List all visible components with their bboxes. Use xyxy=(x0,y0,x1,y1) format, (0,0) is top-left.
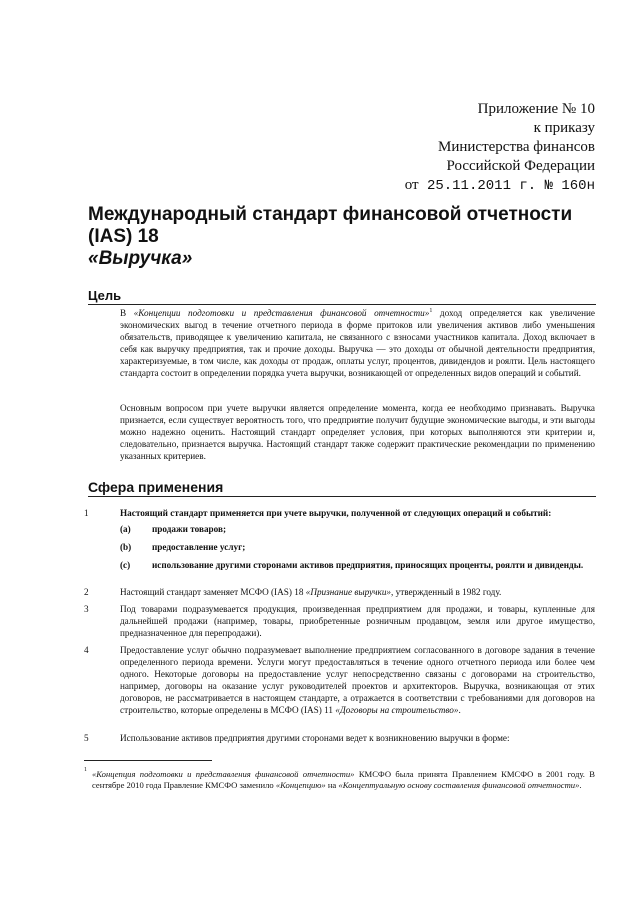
paragraph-number: 2 xyxy=(84,587,89,597)
list-item-letter: (b) xyxy=(120,542,132,552)
appendix-date-line xyxy=(405,176,595,196)
standard-reference: «Договоры на строительство» xyxy=(335,705,459,715)
appendix-order: к приказу xyxy=(533,120,595,136)
para2-end: , утвержденный в 1982 году. xyxy=(391,587,502,597)
scope-paragraph-1 xyxy=(84,507,595,571)
scope-paragraph-2 xyxy=(84,586,595,598)
goal-p1-rest: доход определяется как увеличение экономических выгод в течение отчетного периода в форме притоков или увеличения активов либо уменьшения обязательств, приводящее к увеличению капитала, не связанного с взносами участников капитала. Доход включает в себя как выручку предприятия, так и прочие доходы. Выручка — это доходы от обычной деятельности предприятия, характеризуемые, в том числе, как доходы от продаж, оплаты услуг, процентов, дивидендов и роялти. Цель настоящего стандарта состоит в определении порядка учета выручки, возникающей от определенных видов операций и событий. xyxy=(120,308,595,378)
goal-p1-start: В xyxy=(120,308,134,318)
list-item xyxy=(120,541,595,553)
appendix-date: 25.11.2011 г. xyxy=(426,178,537,194)
footnote-mark: 1 xyxy=(84,767,87,773)
paragraph-text: Использование активов предприятия другими сторонами ведет к возникновению выручки в форме: xyxy=(120,733,510,743)
footnote-framework-title: «Концептуальную основу составления финансовой отчетности» xyxy=(338,780,580,790)
appendix-block xyxy=(405,100,595,196)
paragraph-text: Настоящий стандарт применяется при учете выручки, полученной от следующих операций и событий: xyxy=(120,508,552,518)
footnote-reference: 1 xyxy=(429,307,433,314)
list-item-text: использование другими сторонами активов предприятия, приносящих проценты, роялти и дивиденды. xyxy=(152,560,584,570)
concept-reference: «Концепции подготовки и представления финансовой отчетности» xyxy=(133,308,430,318)
para4-start: Предоставление услуг обычно подразумевает выполнение предприятием согласованного в договоре задания в течение определенного периода времени. Услуги могут предоставляться в течение одного отчетного периода или более чем одного. Некоторые договоры на предоставление услуг непосредственно связаны с договорами на строительство, например, договоры на оказание услуг руководителей проектов и архитекторов. Выручка, возникающая от этих договоров, не рассматривается в настоящем стандарте, а отражается в соответствии с требованиями для договоров на строительство, которые определены в МСФО (IAS) 11 xyxy=(120,645,595,715)
title-subtitle: «Выручка» xyxy=(88,248,193,269)
scope-paragraph-3 xyxy=(84,603,595,639)
list-item xyxy=(120,523,595,535)
para4-end: . xyxy=(458,705,461,715)
list-item xyxy=(120,559,595,571)
appendix-country: Российской Федерации xyxy=(446,158,595,174)
footnote-concept-title: «Концепция подготовки и представления финансовой отчетности» xyxy=(92,769,355,779)
footnote-text xyxy=(92,769,595,791)
document-title xyxy=(88,204,608,270)
list-item-text: продажи товаров; xyxy=(152,524,227,534)
list-item-letter: (c) xyxy=(120,560,131,570)
goal-paragraph-2: Основным вопросом при учете выручки является определение момента, когда ее необходимо признавать. Выручка признается, если существует вероятность того, что предприятие получит будущие экономические выгоды, и эти выгоды можно надежно оценить. Настоящий стандарт определяет условия, при которых выполняются эти критерии и, следовательно, признается выручка. Настоящий стандарт также содержит практические рекомендации по применению указанных критериев. xyxy=(120,403,595,461)
standard-reference: «Признание выручки» xyxy=(305,587,392,597)
paragraph-text xyxy=(120,644,595,716)
goal-paragraph-1 xyxy=(120,307,595,379)
paragraph-number: 3 xyxy=(84,604,89,614)
paragraph-number: 4 xyxy=(84,645,89,655)
footnote-text-part3: . xyxy=(579,780,582,790)
paragraph-text xyxy=(120,586,595,598)
para2-start: Настоящий стандарт заменяет МСФО (IAS) 18 xyxy=(120,587,306,597)
footnote xyxy=(84,769,595,791)
title-main: Международный стандарт финансовой отчетности (IAS) 18 xyxy=(88,204,573,247)
paragraph-text: Под товарами подразумевается продукция, произведенная предприятием для продажи, и товары, купленные для дальнейшей продажи (например, товары, приобретенные розничным продавцом, земля или другое имущество, предназначенное для перепродажи). xyxy=(120,604,595,638)
scope-paragraph-5 xyxy=(84,732,595,744)
footnote-divider xyxy=(84,760,212,761)
appendix-number: Приложение № 10 xyxy=(477,101,595,117)
section-heading-scope: Сфера применения xyxy=(88,479,596,497)
paragraph-number: 5 xyxy=(84,733,89,743)
footnote-concept-short: «Концепцию» xyxy=(275,780,326,790)
list-item-letter: (a) xyxy=(120,524,131,534)
scope-paragraph-4 xyxy=(84,644,595,716)
appendix-date-prefix: от xyxy=(404,177,419,193)
paragraph-number: 1 xyxy=(84,508,89,518)
section-heading-goal: Цель xyxy=(88,288,596,305)
appendix-order-number: № 160н xyxy=(544,178,595,194)
list-item-text: предоставление услуг; xyxy=(152,542,246,552)
footnote-text-part1: КМСФО была принята Правлением КМСФО в 2001 году. В сентябре 2010 года Правление КМСФО заменило xyxy=(92,769,595,790)
appendix-ministry: Министерства финансов xyxy=(438,139,595,155)
footnote-text-part2: на xyxy=(325,780,339,790)
